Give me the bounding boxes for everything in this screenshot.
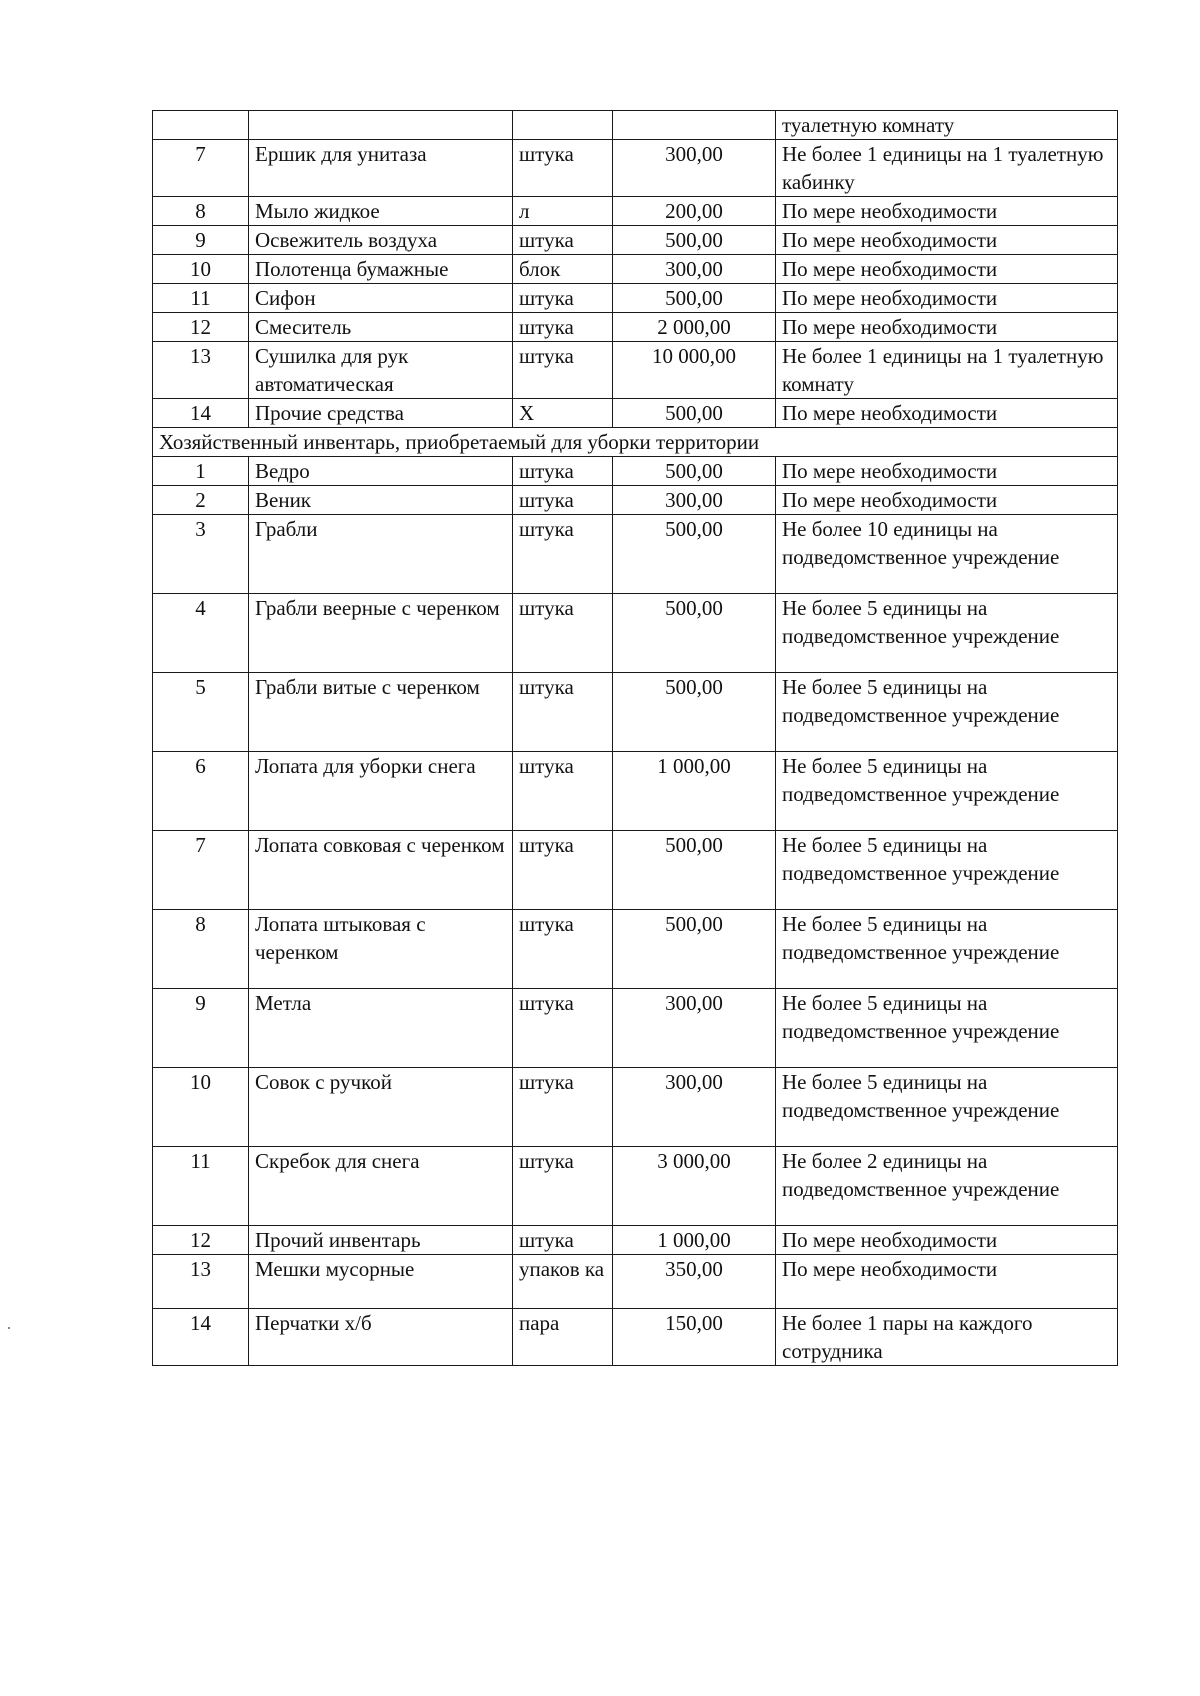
item-name: Мешки мусорные	[249, 1255, 513, 1309]
table-row	[153, 197, 1118, 226]
item-name: Сушилка для рук автоматическая	[249, 342, 513, 399]
item-name: Перчатки х/б	[249, 1309, 513, 1366]
item-name: Освежитель воздуха	[249, 226, 513, 255]
item-unit: штука	[513, 910, 613, 989]
item-norm: По мере необходимости	[776, 1226, 1118, 1255]
item-unit: штука	[513, 140, 613, 197]
row-number: 6	[153, 752, 249, 831]
row-number: 5	[153, 673, 249, 752]
table-row	[153, 1309, 1118, 1366]
item-price	[613, 111, 776, 140]
item-name: Смеситель	[249, 313, 513, 342]
item-price: 500,00	[613, 284, 776, 313]
item-name: Прочий инвентарь	[249, 1226, 513, 1255]
item-norm: По мере необходимости	[776, 197, 1118, 226]
item-norm: Не более 5 единицы на подведомственное учреждение	[776, 989, 1118, 1068]
table-row	[153, 594, 1118, 673]
item-name: Грабли	[249, 515, 513, 594]
row-number	[153, 111, 249, 140]
row-number: 9	[153, 226, 249, 255]
item-name: Грабли витые с черенком	[249, 673, 513, 752]
section-header-row	[153, 428, 1118, 457]
item-unit: блок	[513, 255, 613, 284]
table-row	[153, 515, 1118, 594]
item-name: Мыло жидкое	[249, 197, 513, 226]
item-unit	[513, 111, 613, 140]
item-name: Скребок для снега	[249, 1147, 513, 1226]
row-number: 11	[153, 1147, 249, 1226]
item-name: Веник	[249, 486, 513, 515]
section-title: Хозяйственный инвентарь, приобретаемый для уборки территории	[153, 428, 1118, 457]
row-number: 14	[153, 1309, 249, 1366]
item-price: 300,00	[613, 255, 776, 284]
item-norm: Не более 1 единицы на 1 туалетную кабинку	[776, 140, 1118, 197]
table-row	[153, 1255, 1118, 1309]
item-norm: По мере необходимости	[776, 457, 1118, 486]
item-price: 500,00	[613, 910, 776, 989]
row-number: 13	[153, 1255, 249, 1309]
item-norm: Не более 5 единицы на подведомственное учреждение	[776, 910, 1118, 989]
table-body-top	[153, 111, 1118, 428]
item-unit: штука	[513, 457, 613, 486]
item-name: Лопата штыковая с черенком	[249, 910, 513, 989]
item-price: 500,00	[613, 515, 776, 594]
item-price: 500,00	[613, 831, 776, 910]
row-number: 2	[153, 486, 249, 515]
item-price: 300,00	[613, 989, 776, 1068]
item-name: Совок с ручкой	[249, 1068, 513, 1147]
table-row	[153, 989, 1118, 1068]
table-row	[153, 140, 1118, 197]
item-price: 150,00	[613, 1309, 776, 1366]
item-unit: штука	[513, 515, 613, 594]
item-norm: Не более 2 единицы на подведомственное учреждение	[776, 1147, 1118, 1226]
item-norm: Не более 5 единицы на подведомственное учреждение	[776, 673, 1118, 752]
table-row	[153, 1068, 1118, 1147]
row-number: 8	[153, 910, 249, 989]
row-number: 7	[153, 140, 249, 197]
norms-table	[152, 110, 1118, 1366]
item-norm: По мере необходимости	[776, 399, 1118, 428]
item-price: 200,00	[613, 197, 776, 226]
table-row	[153, 457, 1118, 486]
item-price: 500,00	[613, 399, 776, 428]
table-row	[153, 399, 1118, 428]
item-unit: штука	[513, 1068, 613, 1147]
item-name: Лопата для уборки снега	[249, 752, 513, 831]
item-name: Прочие средства	[249, 399, 513, 428]
item-unit: штука	[513, 313, 613, 342]
item-norm: По мере необходимости	[776, 226, 1118, 255]
item-unit: пара	[513, 1309, 613, 1366]
item-unit: Х	[513, 399, 613, 428]
item-price: 1 000,00	[613, 1226, 776, 1255]
table-row	[153, 910, 1118, 989]
item-unit: л	[513, 197, 613, 226]
item-norm: Не более 5 единицы на подведомственное учреждение	[776, 594, 1118, 673]
item-unit: штука	[513, 594, 613, 673]
item-unit: штука	[513, 752, 613, 831]
item-unit: упаков ка	[513, 1255, 613, 1309]
row-number: 3	[153, 515, 249, 594]
item-norm: Не более 5 единицы на подведомственное учреждение	[776, 831, 1118, 910]
table-row	[153, 831, 1118, 910]
item-price: 2 000,00	[613, 313, 776, 342]
item-name: Сифон	[249, 284, 513, 313]
item-norm: Не более 10 единицы на подведомственное учреждение	[776, 515, 1118, 594]
item-unit: штука	[513, 1226, 613, 1255]
item-price: 1 000,00	[613, 752, 776, 831]
item-name: Лопата совковая с черенком	[249, 831, 513, 910]
item-name: Метла	[249, 989, 513, 1068]
table-row	[153, 486, 1118, 515]
table-row	[153, 284, 1118, 313]
row-number: 13	[153, 342, 249, 399]
row-number: 7	[153, 831, 249, 910]
table-row	[153, 752, 1118, 831]
item-price: 3 000,00	[613, 1147, 776, 1226]
row-number: 4	[153, 594, 249, 673]
item-norm: Не более 5 единицы на подведомственное учреждение	[776, 752, 1118, 831]
item-price: 300,00	[613, 486, 776, 515]
row-number: 12	[153, 313, 249, 342]
item-unit: штука	[513, 226, 613, 255]
table-row	[153, 111, 1118, 140]
item-norm: Не более 1 единицы на 1 туалетную комнату	[776, 342, 1118, 399]
item-norm: Не более 1 пары на каждого сотрудника	[776, 1309, 1118, 1366]
table-body-bottom	[153, 457, 1118, 1366]
item-norm: По мере необходимости	[776, 486, 1118, 515]
row-number: 9	[153, 989, 249, 1068]
row-number: 12	[153, 1226, 249, 1255]
scan-speck	[8, 1327, 10, 1329]
item-unit: штука	[513, 342, 613, 399]
row-number: 14	[153, 399, 249, 428]
item-name: Полотенца бумажные	[249, 255, 513, 284]
item-name: Ершик для унитаза	[249, 140, 513, 197]
section-header-body	[153, 428, 1118, 457]
table-row	[153, 226, 1118, 255]
table-row	[153, 313, 1118, 342]
item-price: 500,00	[613, 673, 776, 752]
item-unit: штука	[513, 486, 613, 515]
item-price: 300,00	[613, 1068, 776, 1147]
item-unit: штука	[513, 673, 613, 752]
table-row	[153, 342, 1118, 399]
item-norm: По мере необходимости	[776, 284, 1118, 313]
item-price: 10 000,00	[613, 342, 776, 399]
item-unit: штука	[513, 1147, 613, 1226]
item-norm: По мере необходимости	[776, 255, 1118, 284]
row-number: 10	[153, 1068, 249, 1147]
item-price: 500,00	[613, 594, 776, 673]
row-number: 10	[153, 255, 249, 284]
table-row	[153, 255, 1118, 284]
row-number: 11	[153, 284, 249, 313]
item-price: 500,00	[613, 226, 776, 255]
item-price: 350,00	[613, 1255, 776, 1309]
item-norm: туалетную комнату	[776, 111, 1118, 140]
item-norm: По мере необходимости	[776, 313, 1118, 342]
item-price: 500,00	[613, 457, 776, 486]
item-unit: штука	[513, 284, 613, 313]
table-row	[153, 1147, 1118, 1226]
item-norm: По мере необходимости	[776, 1255, 1118, 1309]
item-name	[249, 111, 513, 140]
table-row	[153, 1226, 1118, 1255]
table-row	[153, 673, 1118, 752]
item-name: Грабли веерные с черенком	[249, 594, 513, 673]
item-price: 300,00	[613, 140, 776, 197]
item-norm: Не более 5 единицы на подведомственное учреждение	[776, 1068, 1118, 1147]
item-unit: штука	[513, 989, 613, 1068]
row-number: 1	[153, 457, 249, 486]
item-name: Ведро	[249, 457, 513, 486]
item-unit: штука	[513, 831, 613, 910]
row-number: 8	[153, 197, 249, 226]
